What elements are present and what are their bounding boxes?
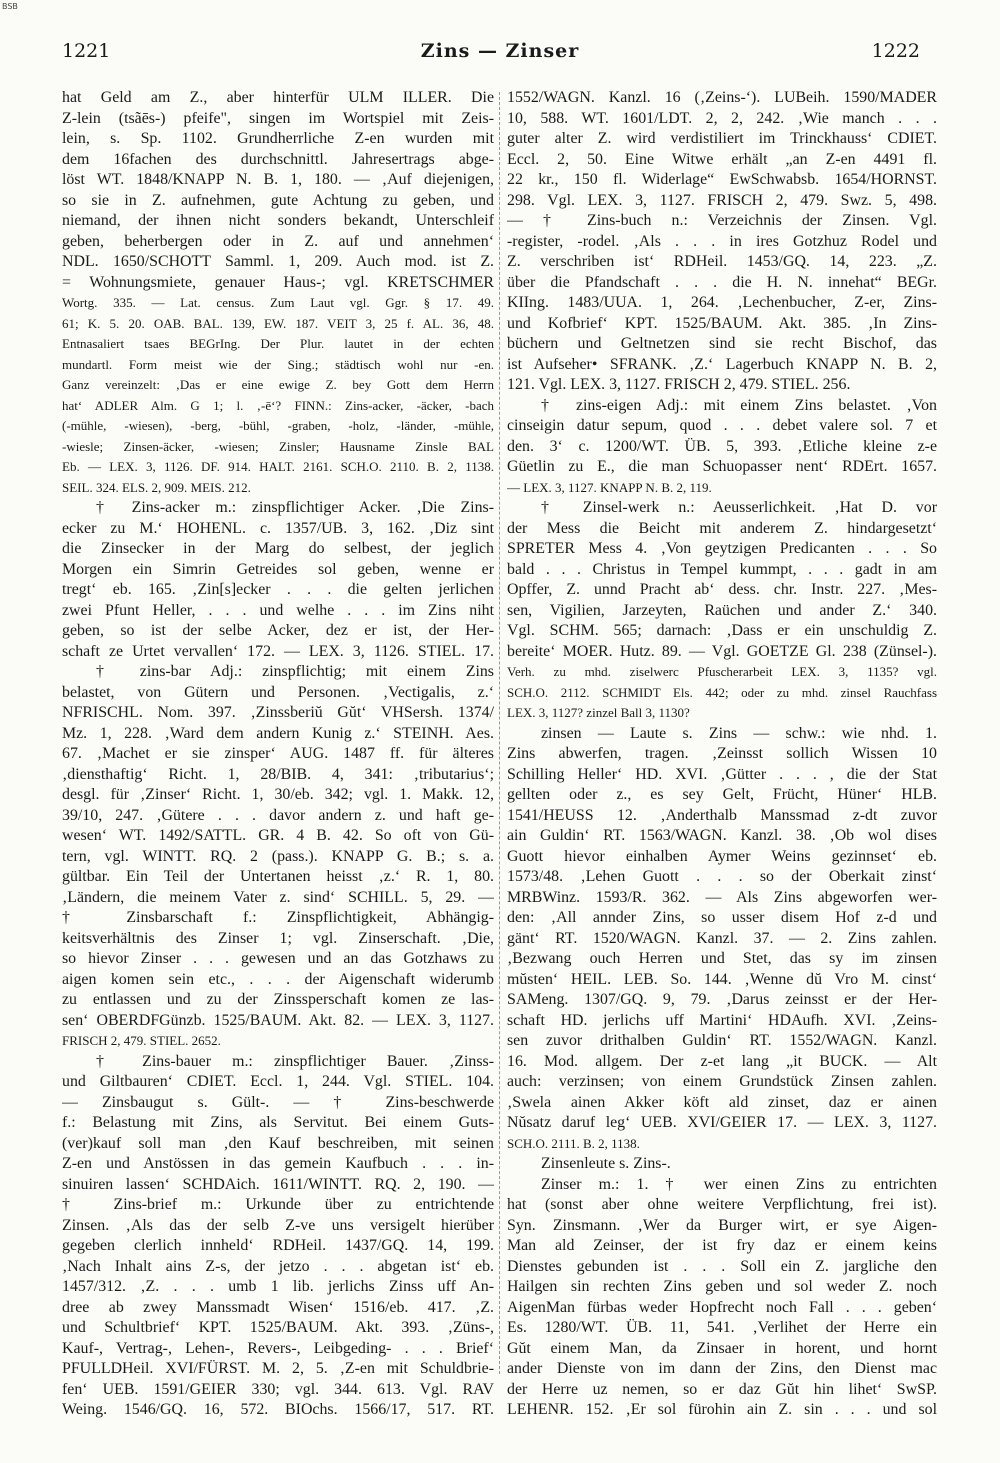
text-line: gellten oder z., es sey Gelt, Frücht, Hüner‘ HLB. (507, 786, 937, 803)
text-line: guter alter Z. wird verdistiliert im Trinckhauss‘ CDIET. (507, 130, 937, 147)
text-line: † Zinsbarschaft f.: Zinspflichtigkeit, Abhängig- (62, 909, 494, 926)
running-header (0, 40, 1000, 70)
text-line: MRBWinz. 1593/R. 362. — Als Zins abgeworfen wer- (507, 888, 937, 906)
text-line: Eccl. 2, 50. Eine Witwe erhält „an Z-en 4491 fl. (507, 150, 937, 168)
text-line: f.: Belastung mit Zins, als Servitut. Bei einem Guts- (62, 1114, 494, 1131)
text-line: SCH.O. 2112. SCHMIDT Els. 442; oder zu mhd. zinsel Rauchfass (507, 684, 937, 700)
text-line: bald . . . Christus in Tempel kummpt, . . . gadt in am (507, 560, 937, 578)
text-line: cinseigin datur sepum, quod . . . debet valere sol. 7 et (507, 417, 937, 434)
text-line: hat Geld am Z., aber hinterfür ULM ILLER. Die (62, 89, 494, 106)
text-line: † Zins-brief m.: Urkunde über zu entrichtende (62, 1196, 494, 1213)
text-line: Guott hievor einhalben Aymer Weins gezinnset‘ eb. (507, 847, 937, 865)
text-line: Güetlin zu E., die man Schuopasser nent‘ RDErt. 1657. (507, 458, 937, 475)
text-line: sen zuvor drithalben Guldin‘ RT. 1552/WAGN. Kanzl. (507, 1032, 937, 1049)
text-line: † zins-bar Adj.: zinspflichtig; mit einem Zins (96, 663, 494, 680)
text-line: ‚Ländern, die meinem Vater z. sind‘ SCHILL. 5, 29. — (62, 888, 494, 906)
text-line: † Zins-acker m.: zinspflichtiger Acker. ‚Die Zins- (96, 499, 494, 516)
text-line: ‚diensthaftig‘ Richt. 1, 28/BIB. 4, 341: ‚tributarius‘; (62, 765, 494, 783)
text-line: Kauf-, Vertrag-, Lehen-, Revers-, Leibgeding- . . . Brief‘ (62, 1339, 494, 1357)
text-line: löst WT. 1848/KNAPP N. B. 1, 180. — ‚Auf diejenigen, (62, 171, 494, 188)
text-line: † zins-eigen Adj.: mit einem Zins belastet. ‚Von (541, 396, 937, 414)
text-line: ‚Nach Inhalt ains Z-s, der jetzo . . . abgetan ist‘ eb. (62, 1257, 494, 1275)
text-line: Dienstes gebunden ist . . . Soll ein Z. jargliche den (507, 1257, 937, 1275)
text-line: dree ab zwey Manssmadt Wisen‘ 1516/eb. 417. ‚Z. (62, 1298, 494, 1316)
text-line: LEHENR. 152. ‚Er sol fürohin ain Z. sin . . . und sol (507, 1401, 937, 1418)
text-line: -wiesle; Zinsen-äcker, -wiesen; Zinsler; Hausname Zinsle BAL (62, 438, 494, 454)
text-line: 298. Vgl. LEX. 3, 1127. FRISCH 2, 479. Swz. 5, 498. (507, 191, 937, 209)
text-line: Man ald Zeinser, der ist fry daz er einem keins (507, 1237, 937, 1254)
text-line: 39/10, 247. ‚Gütere . . . davor andern z. und haft ge- (62, 806, 494, 824)
text-line: geben, beherbergen oder in Z. auf und annehmen‘ (62, 232, 494, 250)
text-line: NDL. 1650/SCHOTT Samml. 1, 209. Auch mod. ist Z. (62, 253, 494, 270)
text-line: † Zinsel-werk n.: Aeusserlichkeit. ‚Hat D. vor (541, 499, 937, 516)
text-line: 121. Vgl. LEX. 3, 1127. FRISCH 2, 479. STIEL. 256. (507, 376, 851, 393)
text-line: 67. ‚Machet er sie zinsper‘ AUG. 1487 ff. für älteres (62, 745, 494, 762)
text-line: sen, Vigilien, Jarzeyten, Raüchen und ander Z.‘ 340. (507, 601, 937, 619)
text-line: ander Dienste von im dann der Zins, den Dienst mac (507, 1360, 937, 1377)
text-line: hat (sonst aber ohne weitere Verpflichtung, frei ist). (507, 1196, 937, 1213)
text-line: — LEX. 3, 1127. KNAPP N. B. 2, 119. (507, 479, 712, 495)
text-line: lein, s. Sp. 1102. Grundherrliche Z-en wurden mit (62, 130, 494, 147)
text-line: 61; K. 5. 20. OAB. BAL. 139, EW. 187. VEIT 3, 25 f. AL. 36, 48. (62, 315, 494, 331)
page-number-left: 1221 (62, 40, 111, 62)
text-line: sinuiren lassen‘ SCHDAich. 1611/WINTT. RQ. 2, 190. — (62, 1175, 494, 1193)
right-column (507, 88, 937, 1421)
text-line: Zins abwerfen, tragen. ‚Zeinsst sollich Wissen 10 (507, 745, 937, 762)
text-line: SAMeng. 1307/GQ. 9, 79. ‚Darus zeinsst er der Her- (507, 991, 937, 1008)
text-line: belastet, von Gütern und Personen. ‚Vectigalis, z.‘ (62, 683, 494, 701)
text-line: NFRISCHL. Nom. 397. ‚Zinssberiŭ Gŭt‘ VHSersh. 1374/ (62, 704, 494, 721)
text-line: Nŭsatz daruf leg‘ UEB. XVI/GEIER 17. — LEX. 3, 1127. (507, 1114, 937, 1131)
text-line: ‚Swela ainen Akker köft ald zinset, daz er ainen (507, 1093, 937, 1111)
text-line: büchern und Geltnetzen sind sie recht Bischof, das (507, 335, 937, 352)
text-line: 1541/HEUSS 12. ‚Anderthalb Manssmad z-dt zuvor (507, 806, 937, 824)
text-line: und Kofbrief‘ KPT. 1525/BAUM. Akt. 385. ‚In Zins- (507, 314, 937, 332)
text-line: aigen komen sein etc., . . . der Aigenschaft widerumb (62, 970, 494, 988)
text-line: sen‘ OBERDFGünzb. 1525/BAUM. Akt. 82. — LEX. 3, 1127. (62, 1011, 494, 1029)
text-line: = Wohnungsmiete, genauer Haus-; vgl. KRETSCHMER (62, 273, 494, 291)
text-line: mŭsten‘ HEIL. LEB. So. 144. ‚Wenne dŭ Vro M. cinst‘ (507, 970, 937, 988)
text-line: SEIL. 324. ELS. 2, 909. MEIS. 212. (62, 479, 251, 495)
text-line: fen‘ UEB. 1591/GEIER 330; vgl. 344. 613. Vgl. RAV (62, 1380, 494, 1398)
text-line: 1457/312. ‚Z. . . . umb 1 lib. jerlichs Zinss uff An- (62, 1278, 494, 1295)
text-line: tregt‘ eb. 165. ‚Zin[s]ecker . . . die gelten jerlichen (62, 581, 494, 598)
text-line: (-mühle, -wiesen), -berg, -bühl, -graben, -holz, -länder, -mühle, (62, 418, 494, 433)
text-line: SCH.O. 2111. B. 2, 1138. (507, 1135, 640, 1151)
text-line: geben, so ist der selbe Acker, dez er ist, der Her- (62, 622, 494, 639)
text-line: gegeben clerlich innheld‘ RDHeil. 1437/GQ. 14, 199. (62, 1237, 494, 1254)
text-line: Vgl. SCHM. 565; darnach: ‚Dass er ein unschuldig Z. (507, 622, 937, 639)
text-line: keitsverhältnis des Zinser 1; vgl. Zinserschaft. ‚Die, (62, 929, 494, 947)
text-line: (ver)kauf soll man ‚den Kauf beschreiben, mit seinen (62, 1134, 494, 1152)
text-line: 1552/WAGN. Kanzl. 16 (‚Zeins-‘). LUBeih. 1590/MADER (507, 89, 937, 106)
text-line: schaft HD. jerlichs uff Martini‘ HDAufh. XVI. ‚Zeins- (507, 1011, 937, 1029)
text-line: Opffer, Z. unnd Pracht ab‘ dess. chr. Instr. 227. ‚Mes- (507, 581, 937, 598)
text-line: Schilling Heller‘ HD. XVI. ‚Gütter . . . , die der Stat (507, 765, 937, 783)
text-line: KIIng. 1483/UUA. 1, 264. ‚Lechenbucher, Z-er, Zins- (507, 294, 937, 311)
text-line: Es. 1280/WT. ÜB. 11, 541. ‚Verlihet der Herre ein (507, 1319, 937, 1336)
text-line: -register, -rodel. ‚Als . . . in ires Gotzhuz Rodel und (507, 232, 937, 250)
text-line: bereite‘ MOER. Hutz. 89. — Vgl. GOETZE Gl. 238 (Zünsel-). (507, 642, 937, 660)
text-line: Syn. Zinsmann. ‚Wer da Burger wirt, er sye Aigen- (507, 1216, 937, 1234)
text-line: Gŭt einem Man, da Zinsaer in horent, und hornt (507, 1339, 937, 1357)
text-line: — Zinsbaugut s. Gült-. — † Zins-beschwerde (62, 1093, 494, 1111)
text-line: niemand, der ihnen nicht sonders bekandt, Unterschleif (62, 212, 494, 229)
text-line: PFULLDHeil. XVI/FÜRST. M. 2, 5. ‚Z-en mit Schuldbrie- (62, 1360, 494, 1377)
library-stamp: BSB (2, 2, 18, 11)
text-line: wesen‘ WT. 1492/SATTL. GR. 4 B. 42. So oft von Gü- (62, 827, 494, 844)
page-number-right: 1222 (871, 40, 920, 62)
text-line: und Schultbrief‘ KPT. 1525/BAUM. Akt. 393. ‚Züns-, (62, 1319, 494, 1336)
text-line: 22 kr., 150 fl. Widerlage“ EwSchwabsb. 1654/HORNST. (507, 171, 937, 188)
text-line: so hievor Zinser . . . gewesen und an das Gotzhaws zu (62, 950, 494, 967)
text-line: Z. verschriben ist‘ RDHeil. 1453/GQ. 14, 223. „Z. (507, 253, 937, 270)
text-line: auch: verzinsen; von einem Grundstück Zinsen zahlen. (507, 1073, 937, 1090)
text-line: Zinser m.: 1. † wer einen Zins zu entrichten (541, 1175, 937, 1193)
text-line: ecker zu M.‘ HOHENL. c. 1357/UB. 3, 162. ‚Diz sint (62, 519, 494, 537)
text-line: Ganz vereinzelt: ‚Das er eine ewige Z. bey Gott dem Herrn (62, 377, 494, 392)
text-line: † Zins-bauer m.: zinspflichtiger Bauer. ‚Zinss- (96, 1052, 494, 1070)
left-column (62, 88, 494, 1421)
text-line: zinsen — Laute s. Zins — schw.: wie nhd. 1. (541, 724, 937, 742)
text-line: zu entlassen und zu der Zinssperschaft komen ze las- (62, 991, 494, 1008)
text-line: über die Pfandschaft . . . die H. N. innehat“ BEGr. (507, 273, 937, 291)
header-title: Zins — Zinser (420, 40, 580, 62)
text-line: gänt‘ RT. 1520/WAGN. Kanzl. 37. — 2. Zins zahlen. (507, 929, 937, 947)
text-line: FRISCH 2, 479. STIEL. 2652. (62, 1033, 221, 1048)
text-line: — † Zins-buch n.: Verzeichnis der Zinsen. Vgl. (507, 212, 937, 229)
text-line: Mz. 1, 228. ‚Ward dem andern Kunig z.‘ STEINH. Aes. (62, 724, 494, 742)
column-divider (499, 92, 500, 1374)
text-line: tern, vgl. WINTT. RQ. 2 (pass.). KNAPP G. B.; s. a. (62, 847, 494, 865)
text-line: der Mess die Beicht mit anderem Z. hindargesetzt‘ (507, 519, 937, 537)
text-line: und Giltbauren‘ CDIET. Eccl. 1, 244. Vgl. STIEL. 104. (62, 1073, 494, 1090)
text-line: Wortg. 335. — Lat. census. Zum Laut vgl. Ggr. § 17. 49. (62, 295, 494, 310)
text-line: Weing. 1546/GQ. 16, 572. BIOchs. 1566/17, 517. RT. (62, 1401, 494, 1418)
text-line: Morgen ein Simrin Getreides sol geben, wenne er (62, 560, 494, 578)
text-line: Z-lein (tsãēs-) pfeife", singen im Wortspiel mit Zeis- (62, 109, 494, 127)
text-line: dem 16fachen des durchschnittl. Jahresertrags abge- (62, 150, 494, 168)
text-line: der Herre uz nemen, so er daz Gŭt hin lihet‘ SwSP. (507, 1380, 937, 1398)
text-line: hat‘ ADLER Alm. G 1; l. ‚-ē‘? FINN.: Zins-acker, -äcker, -bach (62, 397, 494, 413)
text-line: Eb. — LEX. 3, 1126. DF. 914. HALT. 2161. SCH.O. 2110. B. 2, 1138. (62, 459, 494, 474)
text-line: Hailgen sin rechten Zins geben und sol weder Z. noch (507, 1278, 937, 1295)
text-line: Entnasaliert tsaes BEGrIng. Der Plur. lautet in der echten (62, 336, 494, 351)
text-line: Zinsenleute s. Zins-. (541, 1155, 671, 1172)
text-line: ‚Bezwang ouch Herren und Stet, das sy im zinsen (507, 950, 937, 967)
text-line: Zinsen. ‚Als das der selb Z-ve uns versigelt hierüber (62, 1216, 494, 1234)
text-line: SPRETER Mess 4. ‚Von geytzigen Predicanten . . . So (507, 540, 937, 557)
text-line: zwei Pfunt Heller, . . . und welhe . . . im Zins niht (62, 601, 494, 619)
text-line: ist Aufseher• SFRANK. ‚Z.‘ Lagerbuch KNAPP N. B. 2, (507, 355, 937, 373)
text-line: die Zinsecker in der Marg do selbest, der jeglich (62, 540, 494, 557)
text-line: 1573/48. ‚Lehen Guott . . . so der Oberkait zinst‘ (507, 868, 937, 885)
text-line: mundartl. Form meist wie der Sing.; städtisch wohl nur -en. (62, 356, 494, 372)
text-line: AigenMan fürbas weder Hopfrecht noch Fall . . . geben‘ (507, 1298, 937, 1316)
text-line: gültbar. Ein Teil der Untertanen heisst ‚z.‘ R. 1, 80. (62, 868, 494, 885)
text-line: Verh. zu mhd. ziselwerc Pfuscherarbeit LEX. 3, 1135? vgl. (507, 664, 937, 679)
text-line: den. 3‘ c. 1200/WT. ÜB. 5, 393. ‚Etliche kleine z-e (507, 437, 937, 455)
text-line: so sie in Z. aufnehmen, gute Achtung zu geben, und (62, 191, 494, 209)
text-line: 16. Mod. allgem. Der z-et lang „it BUCK. — Alt (507, 1052, 937, 1070)
text-line: ain Guldin‘ RT. 1563/WAGN. Kanzl. 38. ‚Ob wol dises (507, 827, 937, 844)
text-line: schaft ze Urtet vervallen‘ 172. — LEX. 3, 1126. STIEL. 17. (62, 642, 494, 660)
text-line: desgl. für ‚Zinser‘ Richt. 1, 30/eb. 342; vgl. 1. Makk. 12, (62, 786, 494, 803)
text-line: LEX. 3, 1127? zinzel Ball 3, 1130? (507, 705, 690, 720)
text-line: den: ‚All annder Zins, so usser disem Hof z-d und (507, 909, 937, 926)
text-line: 10, 588. WT. 1601/LDT. 2, 2, 242. ‚Wie manch . . . (507, 109, 937, 127)
text-line: Z-en und Anstössen in das gemein Kaufbuch . . . in- (62, 1155, 494, 1172)
